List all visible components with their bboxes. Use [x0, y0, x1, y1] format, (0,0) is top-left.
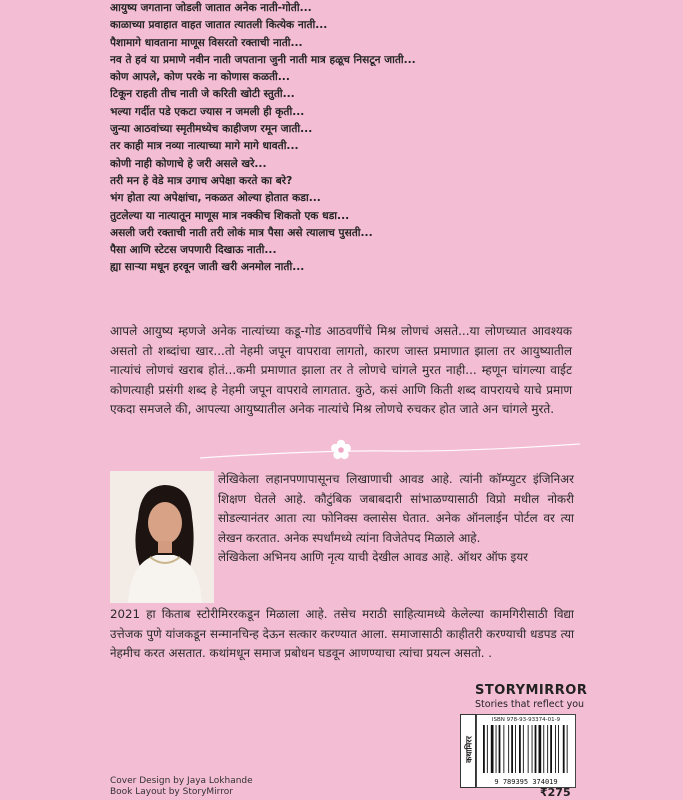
author-bio-mid: लेखिकेला अभिनय आणि नृत्य याची देखील आवड आहे. ऑथर ऑफ इयर — [218, 550, 528, 564]
author-photo — [110, 471, 214, 603]
author-bio-bottom: 2021 हा किताब स्टोरीमिररकडून मिळाला आहे. तसेच मराठी साहित्यामध्ये केलेल्या कामगिरीसाठी विद्या उत्तेजक पुणे यांजकडून सन्मानचिन्ह देऊन सत्कार करण्यात आला. समाजासाठी काहीतरी करण्याची धडपड त्या नेहमीच करत असतात. कथांमधून समाज प्रबोधन घडवून आणण्याचा त्यांचा प्रयत्न असतो. . — [110, 607, 574, 660]
poem-line: जुन्या आठवांच्या स्मृतीमध्येच काहीजण रमून जाती... — [110, 123, 313, 136]
isbn-barcode — [476, 714, 576, 788]
poem-line: कोणी नाही कोणाचे हे जरी असले खरे... — [110, 157, 267, 170]
poem-line: पैशामागे धावताना माणूस विसरतो रक्ताची नाती... — [110, 36, 303, 49]
barcode-bars — [481, 725, 571, 773]
poem-line: कोण आपले, कोण परके ना कोणास कळती... — [110, 71, 290, 84]
brand-tagline: Stories that reflect you — [475, 699, 585, 710]
flower-icon — [331, 440, 351, 459]
isbn-label: ISBN 978-93-93374-01-9 — [491, 717, 561, 723]
poem-line: आयुष्य जगताना जोडली जातात अनेक नाती-गोती... — [110, 2, 312, 14]
imprint-logo — [460, 714, 476, 788]
poem-line: असली जरी रक्ताची नाती तरी लोकं मात्र पैसा असे त्यालाच पुसती... — [110, 226, 373, 239]
poem-line: तर काही मात्र नव्या नात्याच्या मागे मागे धावती... — [110, 140, 299, 153]
poem-line: भल्या गर्दीत पडे एकटा ज्यास न जमली ही कृती... — [110, 105, 305, 118]
brand-name: STORYMIRROR — [475, 683, 588, 698]
publisher-brand — [475, 683, 588, 710]
poem-line: भंग होता त्या अपेक्षांचा, नकळत ओल्या होतात कडा... — [110, 192, 321, 205]
poem-line: पैसा आणि स्टेटस जपणारी दिखाऊ नाती... — [110, 244, 277, 257]
layout-credit: Book Layout by StoryMirror — [110, 787, 233, 797]
poem-line: तरी मन हे वेडे मात्र उगाच अपेक्षा करते का बरे? — [110, 174, 293, 187]
poem-line: नव ते हवं या प्रमाणे नवीन नाती जपताना जुनी नाती मात्र हळूच निसटून जाती... — [110, 53, 416, 66]
poem-line: ह्या साऱ्या मधून हरवून जाती खरी अनमोल नाती... — [110, 261, 305, 274]
poem-line: काळाच्या प्रवाहात वाहत जातात त्यातली कित्येक नाती... — [110, 19, 328, 32]
credits — [110, 776, 253, 798]
author-bio — [218, 470, 574, 568]
author-bio-top: लेखिकेला लहानपणापासूनच लिखाणाची आवड आहे. त्यांनी कॉम्प्युटर इंजिनिअर शिक्षण घेतले आहे. कौटुंबिक जबाबदारी सांभाळण्यासाठी विप्रो मधील नोकरी सोडल्यानंतर आता त्या फोनिक्स क्लासेस घेतात. अनेक ऑनलाईन पोर्टल वर त्या लेखन करतात. अनेक स्पर्धांमध्ये त्यांना विजेतेपद मिळाले आहे. — [218, 472, 574, 545]
imprint-logo-text: कथामिरर — [464, 736, 474, 763]
flower-divider — [200, 436, 580, 466]
poem-line: तुटलेल्या या नात्यातून माणूस मात्र नक्कीच शिकतो एक धडा... — [110, 209, 350, 222]
isbn-number: 9 789395 374019 — [494, 778, 558, 786]
cover-credit: Cover Design by Jaya Lokhande — [110, 776, 253, 786]
price-label: ₹275 — [540, 786, 571, 799]
poem-block — [110, 0, 630, 277]
synopsis-paragraph: आपले आयुष्य म्हणजे अनेक नात्यांच्या कडू-गोड आठवणींचे मिश्र लोणचं असते...या लोणच्यात आवश्यक असतो तो शब्दांचा खार...तो नेहमी जपून वापरावा लागतो, कारण जास्त प्रमाणात झाला तर आयुष्यातील नात्यांचं लोणचं खराब होतं...कमी प्रमाणात झाला तर ते लोणचे चांगले मुरत नाही... म्हणून चांगल्या वाईट कोणत्याही प्रसंगी शब्द हे नेहमी जपून वापरावे लागतात. कुठे, कसं आणि किती शब्द वापरायचे याचे प्रमाण एकदा समजले की, आपल्या आयुष्यातील अनेक नात्यांचे मिश्र लोणचे रुचकर होत जाते अन चांगले मुरते. — [110, 324, 572, 417]
poem-line: टिकून राहती तीच नाती जे करिती खोटी स्तुती... — [110, 88, 295, 101]
